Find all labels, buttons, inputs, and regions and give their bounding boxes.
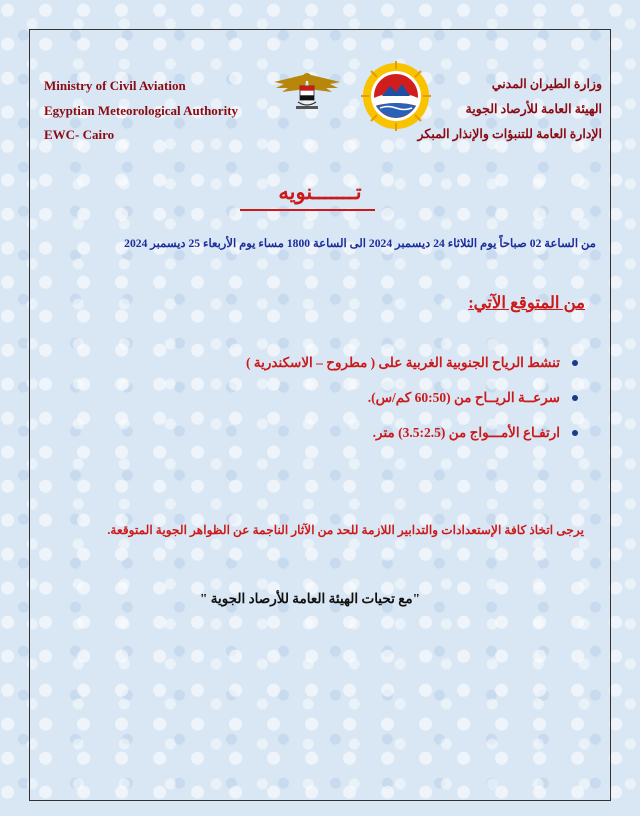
ministry-name-ar: وزارة الطيران المدني [491, 77, 602, 91]
notice-title: تـــــــنويه [278, 180, 362, 204]
forecast-list [158, 353, 578, 458]
header-english [44, 74, 238, 148]
validity-period: من الساعة 02 صباحاً يوم الثلاثاء 24 ديسمبر 2024 الى الساعة 1800 مساء يوم الأربعاء 25 ديسمبر 2024 [124, 237, 596, 250]
bullet-icon [572, 430, 578, 436]
title-underline [240, 209, 375, 211]
advice-text: يرجى اتخاذ كافة الإستعدادات والتدابير اللازمة للحد من الآثار الناجمة عن الظواهر الجوية المتوقعة. [107, 523, 584, 537]
bullet-icon [572, 395, 578, 401]
center-name-en: EWC- Cairo [44, 127, 115, 142]
list-item [158, 388, 578, 423]
authority-name-en: Egyptian Meteorological Authority [44, 102, 239, 118]
header-arabic [418, 72, 602, 147]
list-item [158, 353, 578, 388]
list-item [158, 423, 578, 458]
bullet-icon [572, 360, 578, 366]
authority-name-ar: الهيئة العامة للأرصاد الجوية [465, 102, 602, 116]
bullet-text: ارتفـاع الأمـــواج من (3.5:2.5) متر. [372, 425, 560, 440]
bullet-text: سرعــة الريــاح من (60:50 كم/س). [367, 390, 560, 405]
closing-greeting: "مع تحيات الهيئة العامة للأرصاد الجوية " [199, 591, 421, 606]
ministry-name-en: Ministry of Civil Aviation [44, 78, 186, 93]
expected-heading: من المتوقع الآتي: [468, 293, 585, 312]
eagle-emblem-icon [272, 68, 342, 114]
center-name-ar: الإدارة العامة للتنبؤات والإنذار المبكر [417, 127, 602, 141]
bullet-text: تنشط الرياح الجنوبية الغربية على ( مطروح – الاسكندرية ) [246, 355, 560, 370]
